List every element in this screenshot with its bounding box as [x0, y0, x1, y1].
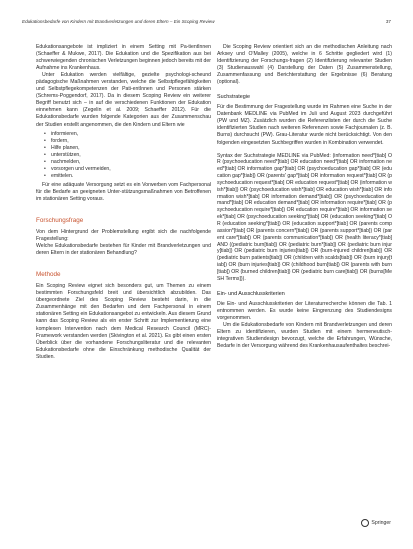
list-item: • informieren, — [44, 131, 211, 138]
research-question: Welche Edukationsbedarfe bestehen für Kinder mit Brandverletzungen und deren Eltern in der stationären Behandlung? — [36, 243, 211, 257]
paragraph: Edukationsangebote ist impliziert in einem Setting mit Pa-tientInnen (Schaeffer & Mukwe, 2017). Die Edukation und die Spezifikation aus bei schwerwiegenden chronischen Verletzungen beginnen jedoch bereits mit der Aufnahme ins Krankenhaus. — [36, 44, 211, 72]
list-item: • fordern, — [44, 138, 211, 145]
page-number: 37 — [385, 19, 391, 24]
running-title: Edukationsbedarfe von Kindern mit Brandverletzungen und deren Eltern – Ein Scoping Review — [22, 19, 215, 24]
paragraph: Für eine adäquate Versorgung setzt es ein Vorwerben vom Fachpersonal für die Bedarfe an geeigneten Unter-stützungsmaßnahmen von Betroffenen im stationären Setting voraus. — [36, 181, 211, 202]
paragraph: Von dem Hintergrund der Problemstellung ergibt sich die nachfolgende Fragestellung: — [36, 229, 211, 243]
section-heading-research-question: Forschungsfrage — [36, 217, 84, 225]
paragraph: Die Scoping Review orientiert sich an die methodischen Anleitung nach Arksey und O'Malley (2005), welche in 6 Schritte gegliedert wird (1) Identifizierung der Forschungs-fragen (2) Identifizierung relevanter Studien (3) Studienauswahl (4) Darstellung der Daten (5) Zusammenstellung, Zusammenfassung und Berichterstattung der Ergebnisse (6) Beratung (optional). — [217, 44, 392, 86]
bullet-list — [44, 131, 211, 180]
list-item: • vorsorgen und vermeiden, — [44, 166, 211, 173]
subheading-inclusion-criteria: Ein- und Ausschlusskriterien — [217, 290, 285, 297]
publisher-logo — [361, 519, 391, 527]
paragraph: Die Ein- und Ausschlusskriterien der Literaturrecherche können die Tab. 1 entnommen werden. Es wurde keine Eingrenzung des Studiendesigns vorgenommen. — [217, 300, 392, 321]
right-column — [217, 44, 392, 350]
paragraph: Ein Scoping Review eignet sich besonders gut, um Themen zu einem bestimmten Forschungsfeld breit und übersichtlich abzubilden. Das übergeordnete Ziel des Scoping Review besteht darin, in die Zusammenhänge mit den Bedarfen und dem Fachpersonal in einem stationären Setting ein Edukationsangebot zu entwickeln. Aus diesem Grund kann das Scoping Review als ein erster Schritt zur Implementierung eine komplexen Intervention nach dem Medical Research Council (MRC)-Framework verstanden werden (Skivington et al. 2021). Es gibt einen ersten Überblick über die vorhandene Forschungsliteratur und die relevanten Edukationsbedarfe ohne die Einschränkung methodische Qualität der Studien. — [36, 283, 211, 360]
paragraph: Für die Bestimmung der Fragestellung wurde im Rahmen eine Suche in der Datenbank MEDLINE via PubMed im Juli und August 2023 durchgeführt (PW und MZ). Zusätzlich wurden die Referenzlisten der durch die Suche identifizierten Studien nach weiteren Referenzen sowie Fachjournalen (z. B. Burns) durchsucht (PW). Grau-Literatur wurde nicht berücksichtigt. Von den folgenden eingesetzten Suchbegriffen wurden in Kombination verwendet. — [217, 104, 392, 146]
paragraph: Um die Edukationsbedarfe von Kindern mit Brandverletzungen und deren Eltern zu identifizieren, wurden Studien mit einem hermeneutisch-integrativen Studiendesign bevorzugt, welche die Erfahrungen, Wünsche, Bedarfe in der Versorgung während des Krankenhausaufenthaltes beschrei- — [217, 321, 392, 349]
subheading-search-strategy: Suchstrategie — [217, 94, 250, 101]
list-item: • nachmelden, — [44, 159, 211, 166]
publisher-name: Springer — [371, 520, 391, 526]
springer-horse-icon — [361, 519, 369, 527]
search-syntax: Syntax der Suchstrategie MEDLINE via PubMed: (information need*[tiab] OR (psychoeducation need*[tiab] OR education need*[tiab] OR information need*[tiab] OR information gap*[tiab] OR (psychoeducation gap*[tiab] OR (education gap*[tiab]) OR (parents' gap*[tiab] OR information request*[tiab] OR (psychoeducation request*[tiab] OR education request*[tiab] OR (information wish*[tiab]) OR (psychoeducation wish*[tiab] OR education wish*[tiab] OR information wish*[tiab] OR information demand*[tiab]) OR (psychoeducation demand*[tiab] OR education demand*[tiab] OR information require*[tiab] OR (psychoeducation require*[tiab]) OR education require*[tiab] OR information seek*[tiab] OR (psychoeducation seeking*[tiab] OR (education seeking*[tiab] OR (education seeking*[tiab]) OR (education support*[tiab] OR (parents compassion*[tiab] OR (parents concern*[tiab]) OR (parents support*[tiab]) OR (parent care*[tiab]) OR (parents communication*[tiab]) OR (health literacy*[tiab] AND ((pediatric burn[tiab]) OR (pediatric burn*[tiab]) OR (pediatric burn injury[tiab]) OR (pediatric burn injuries[tiab]) OR (burn-injured children[tiab]) OR (pediatric burn patients[tiab]) OR (children with scalds[tiab]) OR (burn injury[tiab]) OR (burn injuries[tiab]) OR (childhood burn[tiab]) OR (parents with burn[tiab]) OR (burned children[tiab]) OR (pediatric burn care[tiab]) OR (burns[MeSH Terms])). — [217, 152, 392, 282]
section-heading-method: Methode — [36, 271, 61, 279]
list-item: • emittelen. — [44, 173, 211, 180]
list-item: • Hilfe planen, — [44, 145, 211, 152]
running-header — [22, 19, 391, 28]
list-item: • unterstützen, — [44, 152, 211, 159]
paragraph: Unter Edukation werden vielfältige, gezielte psychologi-scheund pädagogische Maßnahmen verstanden, welche die Selbstpflegefähigkeiten und Selbstpflegekompetenzen der Pati-entInnen und Personen stärken (Schrems-Poggendorf, 2017). Da in diesem Scoping Review ein weiterer Begriff benutzt sich – in auf die verschiedenen Funktionen der Edukation einnehmen kann (Zegelin et al. 2009; Schaeffer 2012). Für die Edukationsbedarfe wurden folgende Kategorien aus der Zusammenschau der Studien erstellt angenommen, die den Kindern und Eltern wie — [36, 72, 211, 128]
left-column — [36, 44, 211, 361]
